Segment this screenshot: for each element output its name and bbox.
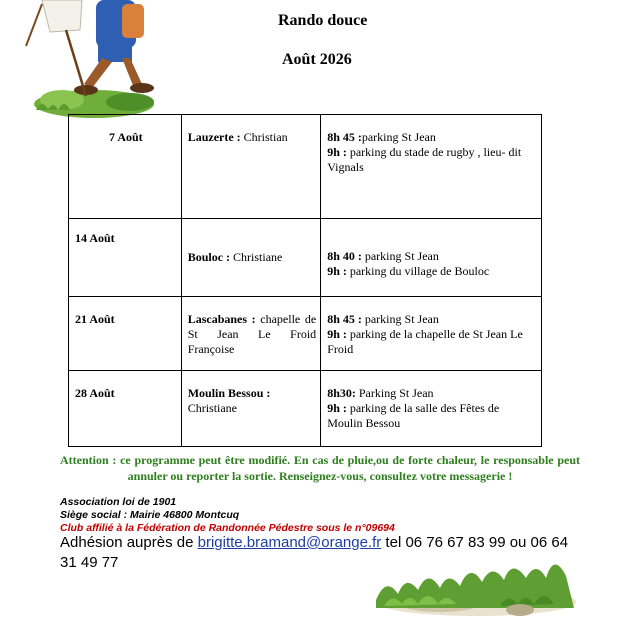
date-cell (69, 219, 182, 297)
page-subtitle-month: Août 2026 (282, 51, 352, 68)
head-office: Siège social : Mairie 46800 Montcuq (60, 509, 240, 521)
meeting-time: 8h 45 : (327, 130, 362, 144)
phone-numbers: tel 06 76 67 83 99 ou 06 64 31 49 77 (60, 534, 569, 571)
table-row (69, 297, 542, 371)
meeting-time: 9h : (327, 401, 347, 415)
place-cell (181, 371, 321, 447)
meeting-cell (321, 219, 542, 297)
federation-affiliation: Club affilié à la Fédération de Randonnée Pédestre sous le n°09694 (60, 522, 395, 534)
place-cell (181, 219, 321, 297)
place-leader: chapelle de St Jean Le Froid Françoise (187, 312, 317, 356)
meeting-place: parking du stade de rugby , lieu- dit Vignals (327, 145, 522, 174)
table-row (69, 371, 542, 447)
meeting-cell (321, 371, 542, 447)
membership-label: Adhésion auprès de (60, 534, 198, 551)
email-link[interactable]: brigitte.bramand@orange.fr (197, 534, 382, 551)
meeting-cell (321, 297, 542, 371)
place-leader: Christian (240, 130, 288, 144)
date-cell (69, 371, 182, 447)
table-row (69, 219, 542, 297)
meeting-time: 8h 40 : (327, 249, 362, 263)
meeting-time: 9h : (327, 327, 347, 341)
place-name: Bouloc : (187, 250, 231, 264)
attention-notice: Attention : ce programme peut être modifié. En cas de pluie,ou de forte chaleur, le responsable peut annuler ou reporter la sortie. Renseignez-vous, consultez votre messagerie ! (60, 453, 580, 483)
meeting-place: parking du village de Bouloc (346, 264, 490, 278)
grass-tuft-illustration (370, 556, 582, 620)
association-status: Association loi de 1901 (60, 496, 177, 508)
meeting-place: Parking St Jean (355, 386, 434, 400)
meeting-place: parking St Jean (361, 249, 439, 263)
place-cell (181, 115, 321, 219)
meeting-time: 8h30: (327, 386, 356, 400)
meeting-place: parking de la chapelle de St Jean Le Froid (327, 327, 523, 356)
meeting-place: parking St Jean (361, 130, 436, 144)
hike-date: 21 Août (75, 312, 115, 326)
meeting-time: 8h 45 : (327, 312, 362, 326)
date-cell (69, 115, 182, 219)
meeting-time: 9h : (327, 264, 347, 278)
date-cell (69, 297, 182, 371)
meeting-place: parking de la salle des Fêtes de Moulin Bessou (327, 401, 500, 430)
association-info (60, 496, 395, 535)
meeting-place: parking St Jean (361, 312, 439, 326)
hiker-illustration (22, 0, 172, 122)
place-name: Lascabanes : (187, 312, 256, 326)
place-name: Moulin Bessou : (187, 386, 271, 400)
place-name: Lauzerte : (187, 130, 241, 144)
schedule-table (68, 114, 542, 447)
page-title: Rando douce (278, 12, 368, 29)
meeting-cell (321, 115, 542, 219)
place-cell (181, 297, 321, 371)
table-row (69, 115, 542, 219)
place-leader: Christiane (187, 401, 238, 415)
place-leader: Christiane (230, 250, 283, 264)
hike-date: 14 Août (75, 231, 115, 245)
meeting-time: 9h : (327, 145, 347, 159)
hike-date: 7 Août (109, 130, 143, 144)
hike-date: 28 Août (75, 386, 115, 400)
